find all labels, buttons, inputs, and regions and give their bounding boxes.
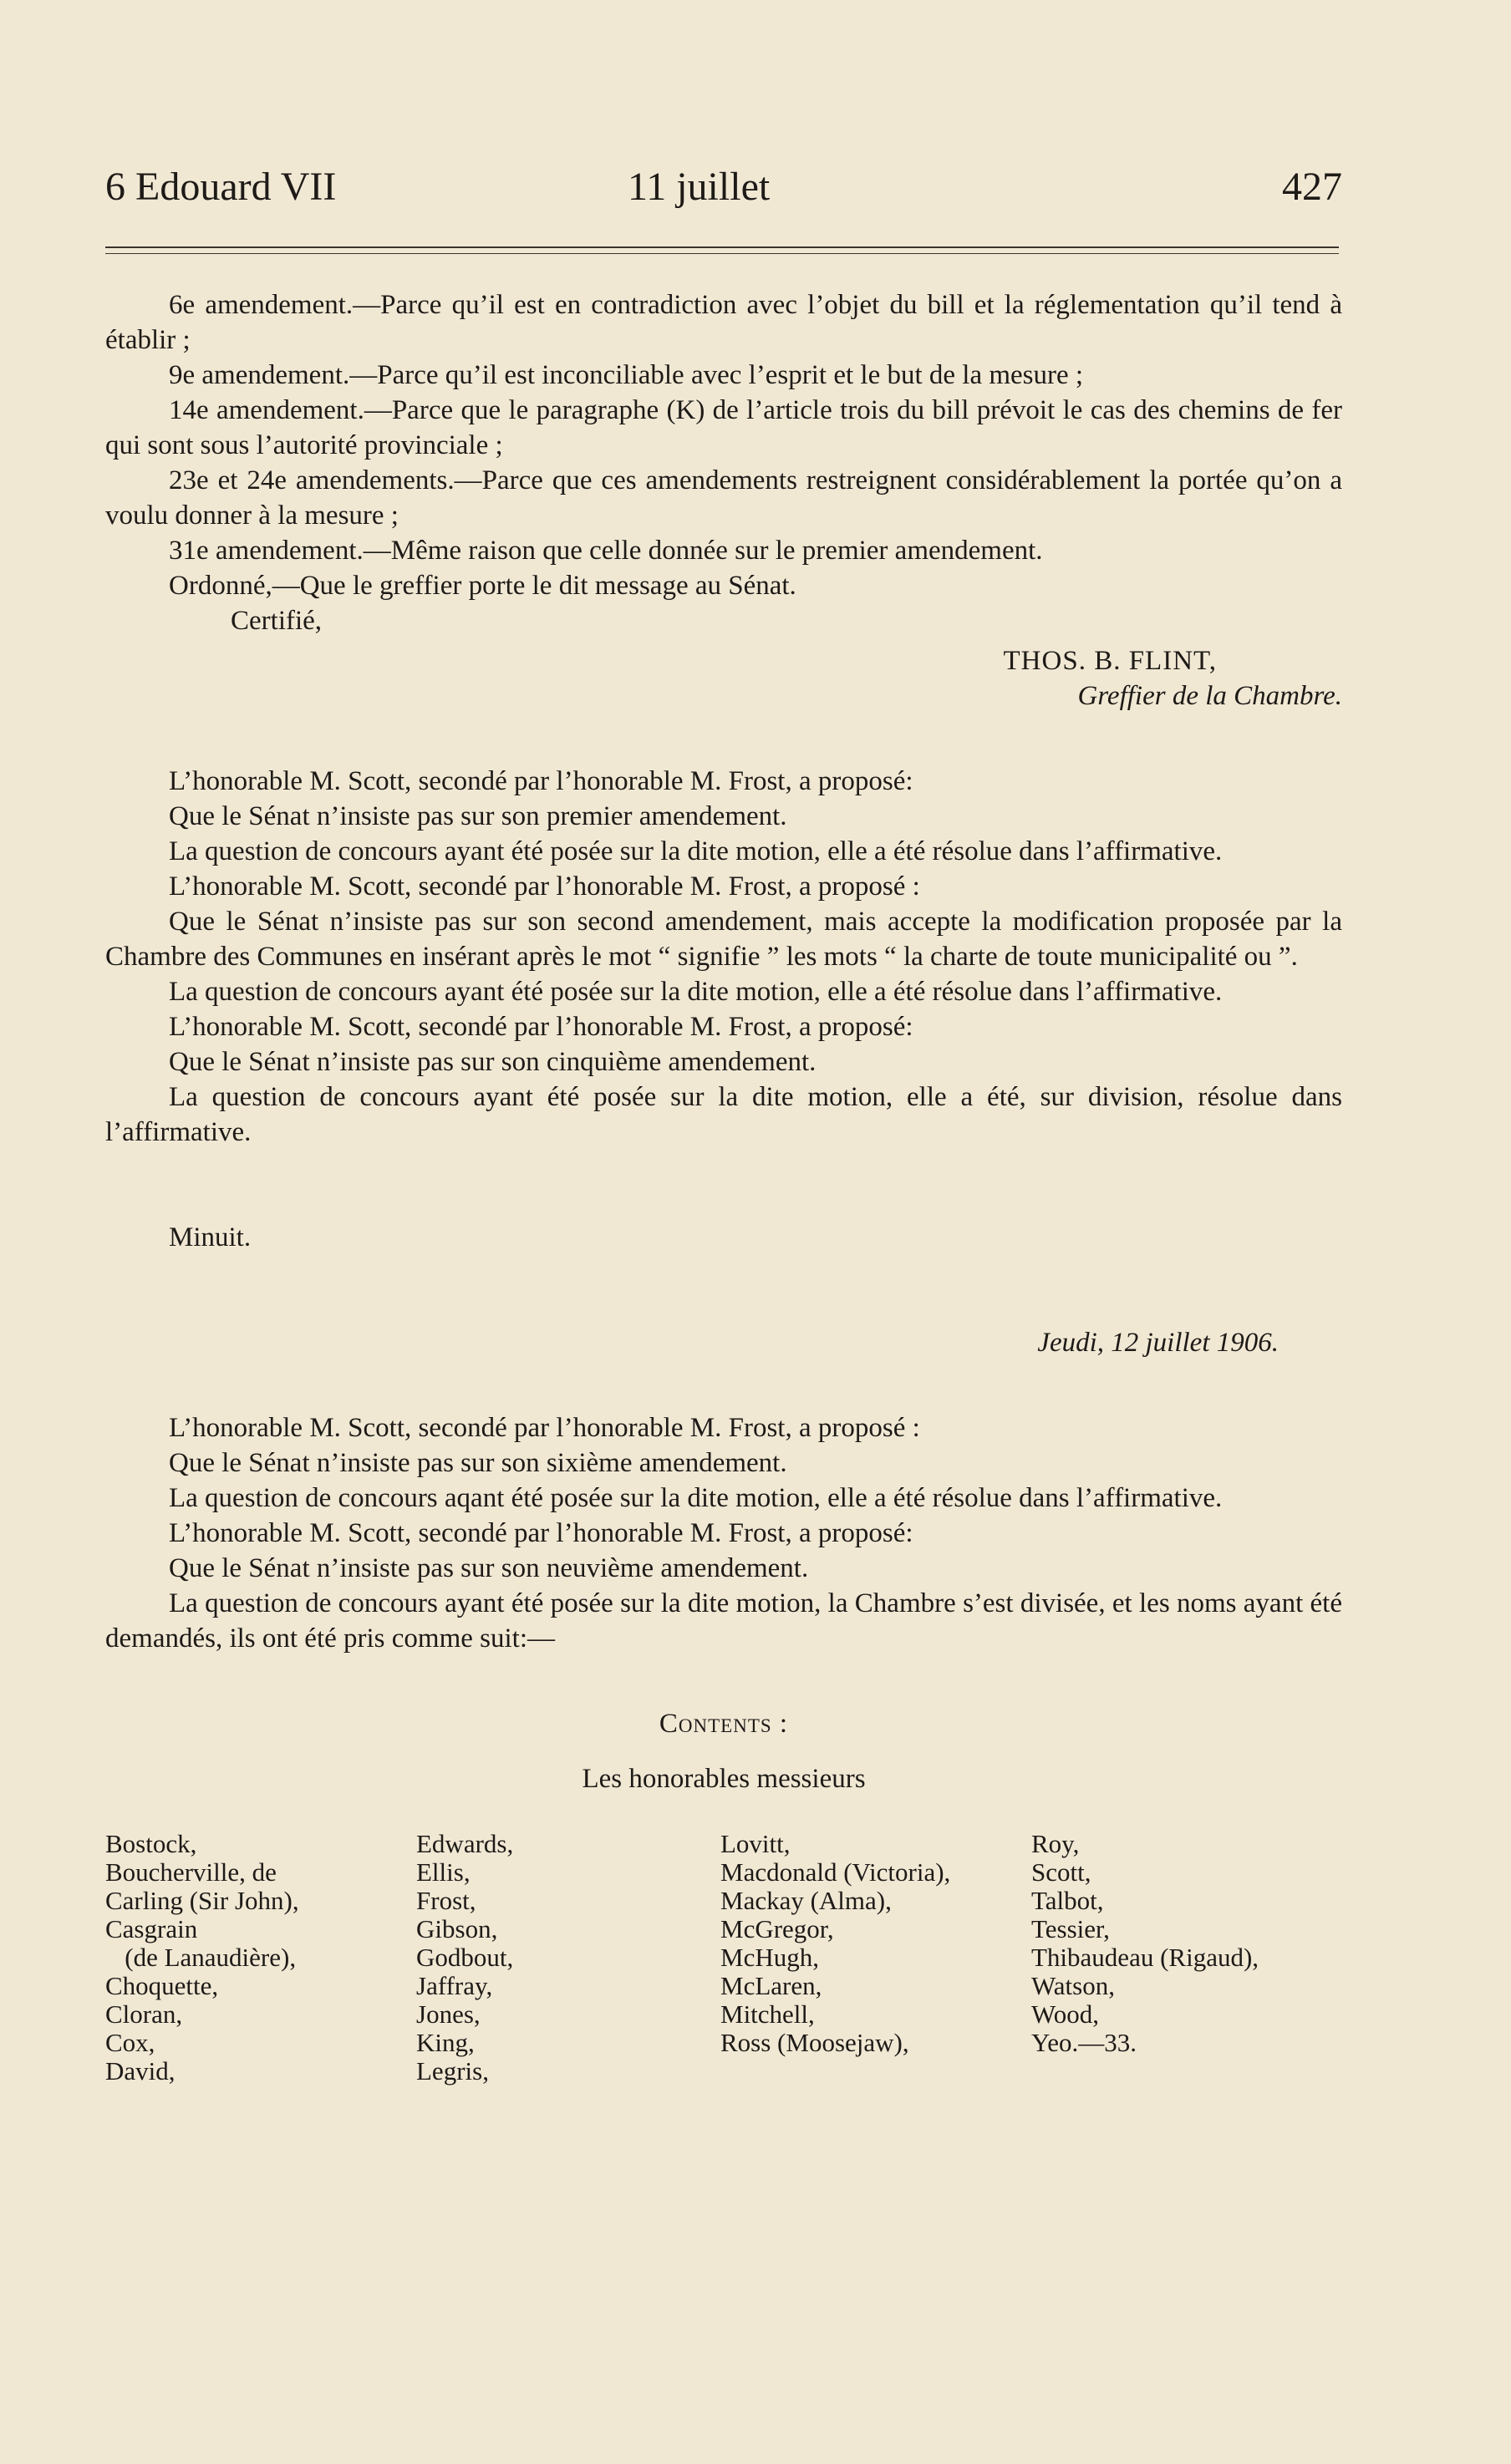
name-entry: McGregor,	[720, 1914, 834, 1943]
name-entry: Thibaudeau (Rigaud),	[1031, 1943, 1259, 1972]
paragraph: 9e amendement.—Parce qu’il est inconciliable avec l’esprit et le but de la mesure ;	[169, 360, 1084, 390]
paragraph: Que le Sénat n’insiste pas sur son neuvième amendement.	[169, 1553, 809, 1583]
page-header	[105, 164, 1342, 222]
name-entry: Ellis,	[416, 1857, 471, 1887]
minuit-label: Minuit.	[169, 1222, 252, 1252]
name-entry: Jones,	[416, 1999, 481, 2029]
name-entry: Legris,	[416, 2056, 489, 2086]
paragraph: L’honorable M. Scott, secondé par l’honorable M. Frost, a proposé:	[169, 1012, 913, 1042]
paragraph: 6e amendement.—Parce qu’il est en contradiction avec l’objet du bill et la réglementation qu’il tend à établir ;	[105, 290, 1342, 355]
contents-heading: Contents :	[659, 1709, 789, 1739]
paragraph: 14e amendement.—Parce que le paragraphe (K) de l’article trois du bill prévoit le cas des chemins de fer qui sont sous l’autorité provinciale ;	[105, 395, 1342, 460]
name-entry: Cloran,	[105, 1999, 183, 2029]
signature-certifie: Certifié,	[231, 606, 323, 636]
paragraph: L’honorable M. Scott, secondé par l’honorable M. Frost, a proposé:	[169, 1518, 913, 1548]
document-body	[105, 287, 1342, 2086]
name-entry: Gibson,	[416, 1914, 498, 1943]
paragraph: L’honorable M. Scott, secondé par l’honorable M. Frost, a proposé :	[169, 1413, 920, 1443]
name-entry: Carling (Sir John),	[105, 1886, 299, 1915]
name-entry: McLaren,	[720, 1971, 822, 2000]
name-entry: (de Lanaudière),	[105, 1943, 297, 1972]
header-rule	[105, 246, 1339, 248]
paragraph: La question de concours ayant été posée sur la dite motion, la Chambre s’est divisée, et les noms ayant été demandés, ils ont été pris comme suit:—	[105, 1588, 1342, 1654]
name-entry: Yeo.—33.	[1031, 2028, 1137, 2057]
names-list	[105, 1830, 1342, 2086]
date-line: Jeudi, 12 juillet 1906.	[1037, 1328, 1279, 1358]
header-rule-thin	[105, 253, 1339, 254]
name-entry: Godbout,	[416, 1943, 514, 1972]
name-entry: Jaffray,	[416, 1971, 493, 2000]
name-entry: King,	[416, 2028, 475, 2057]
name-entry: Wood,	[1031, 1999, 1100, 2029]
name-entry: David,	[105, 2056, 176, 2086]
name-entry: McHugh,	[720, 1943, 819, 1972]
header-regnal-year: 6 Edouard VII	[105, 165, 337, 209]
paragraph: 31e amendement.—Même raison que celle donnée sur le premier amendement.	[169, 536, 1043, 566]
paragraph: Ordonné,—Que le greffier porte le dit message au Sénat.	[169, 571, 796, 601]
name-entry: Casgrain	[105, 1914, 198, 1943]
paragraph: Que le Sénat n’insiste pas sur son cinquième amendement.	[169, 1047, 817, 1077]
names-column-4	[1031, 1830, 1342, 2086]
name-entry: Bostock,	[105, 1829, 197, 1858]
name-entry: Scott,	[1031, 1857, 1091, 1887]
paragraph: Que le Sénat n’insiste pas sur son premier amendement.	[169, 801, 787, 831]
name-entry: Edwards,	[416, 1829, 514, 1858]
signature-name: THOS. B. FLINT,	[1003, 646, 1217, 676]
name-entry: Tessier,	[1031, 1914, 1110, 1943]
name-entry: Boucherville, de	[105, 1857, 277, 1887]
name-entry: Cox,	[105, 2028, 155, 2057]
names-column-3	[720, 1830, 1031, 2086]
paragraph: 23e et 24e amendements.—Parce que ces amendements restreignent considérablement la portée qu’on a voulu donner à la mesure ;	[105, 465, 1342, 531]
name-entry: Ross (Moosejaw),	[720, 2028, 909, 2057]
name-entry: Frost,	[416, 1886, 476, 1915]
paragraph: L’honorable M. Scott, secondé par l’honorable M. Frost, a proposé :	[169, 871, 920, 902]
names-column-2	[416, 1830, 720, 2086]
paragraph: La question de concours ayant été posée sur la dite motion, elle a été résolue dans l’affirmative.	[169, 836, 1223, 866]
honorables-heading: Les honorables messieurs	[582, 1764, 866, 1794]
names-column-1	[105, 1830, 416, 2086]
name-entry: Macdonald (Victoria),	[720, 1857, 951, 1887]
name-entry: Roy,	[1031, 1829, 1080, 1858]
paragraph: La question de concours ayant été posée sur la dite motion, elle a été résolue dans l’affirmative.	[169, 977, 1223, 1007]
page-number: 427	[1282, 165, 1342, 209]
signature-title: Greffier de la Chambre.	[1077, 681, 1342, 711]
name-entry: Choquette,	[105, 1971, 219, 2000]
name-entry: Watson,	[1031, 1971, 1115, 2000]
paragraph: La question de concours aqant été posée sur la dite motion, elle a été résolue dans l’affirmative.	[169, 1483, 1223, 1513]
name-entry: Talbot,	[1031, 1886, 1104, 1915]
paragraph: Que le Sénat n’insiste pas sur son sixième amendement.	[169, 1448, 787, 1478]
name-entry: Mackay (Alma),	[720, 1886, 892, 1915]
name-entry: Lovitt,	[720, 1829, 791, 1858]
paragraph: La question de concours ayant été posée sur la dite motion, elle a été, sur division, résolue dans l’affirmative.	[105, 1082, 1342, 1147]
header-date: 11 juillet	[628, 165, 771, 209]
name-entry: Mitchell,	[720, 1999, 815, 2029]
paragraph: L’honorable M. Scott, secondé par l’honorable M. Frost, a proposé:	[169, 766, 913, 796]
paragraph: Que le Sénat n’insiste pas sur son second amendement, mais accepte la modification proposée par la Chambre des Communes en insérant après le mot “ signifie ” les mots “ la charte de toute municipalité ou ”.	[105, 907, 1342, 972]
